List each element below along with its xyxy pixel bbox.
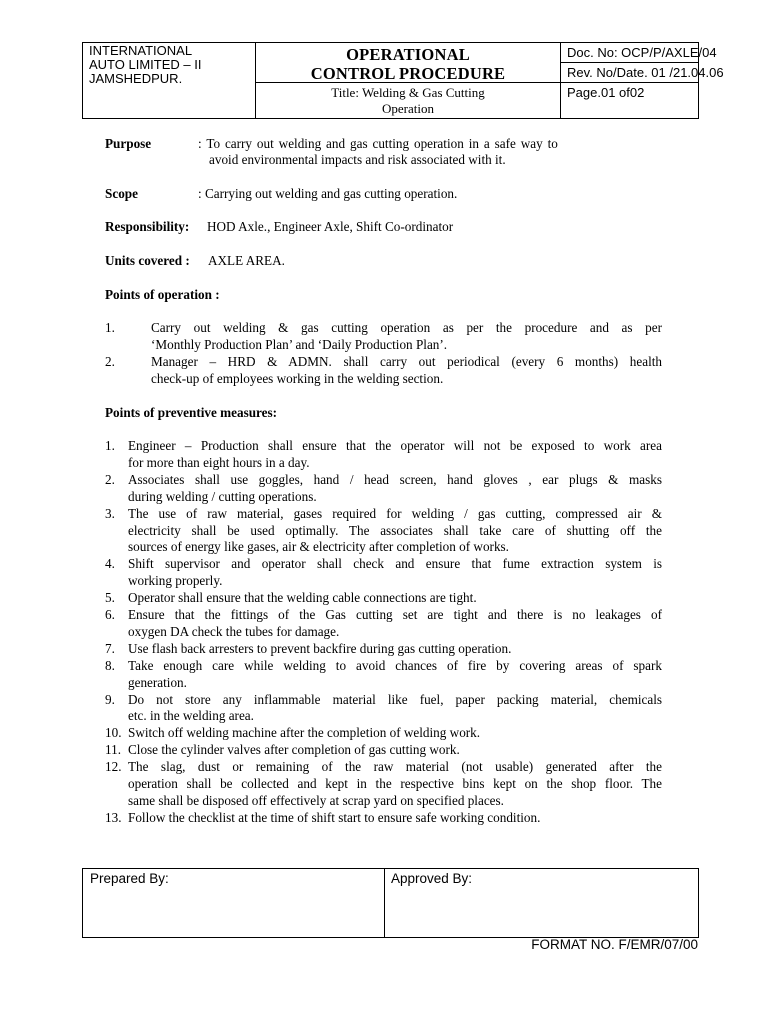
list-item-number: 3. [105, 505, 115, 521]
list-item-line: Operator shall ensure that the welding cable connections are tight. [128, 590, 477, 606]
list-item-line: operation shall be collected and kept in the respective bins kept on the shop floor. The [128, 776, 662, 791]
preventive-measures-heading: Points of preventive measures: [105, 405, 278, 420]
list-item-number: 7. [105, 640, 115, 656]
list-item-line: sources of energy like gases, air & electricity after completion of works. [128, 539, 509, 555]
prepared-by-cell: Prepared By: [83, 869, 385, 937]
list-item-number: 11. [105, 742, 121, 758]
list-item-line: Use flash back arresters to prevent backfire during gas cutting operation. [128, 640, 512, 656]
list-item-number: 5. [105, 590, 115, 606]
list-item-line: Close the cylinder valves after completion of gas cutting work. [128, 742, 460, 758]
list-item-line: Manager – HRD & ADMN. shall carry out periodical (every 6 months) health [151, 354, 662, 369]
list-item-number: 4. [105, 556, 115, 572]
format-number: FORMAT NO. F/EMR/07/00 [531, 937, 698, 952]
header-table [82, 42, 724, 119]
list-item-line: Ensure that the fittings of the Gas cutting set are tight and there is no leakages of [128, 607, 662, 622]
list-item-number: 8. [105, 657, 115, 673]
title-block [256, 43, 560, 118]
document-heading [256, 43, 560, 83]
points-of-operation-heading: Points of operation : [105, 287, 220, 302]
units-label: Units covered : [105, 253, 190, 268]
list-item-line: for more than eight hours in a day. [128, 454, 310, 470]
list-item-number: 6. [105, 607, 115, 622]
title-line: Title: Welding & Gas Cutting [331, 85, 485, 100]
company-line: AUTO LIMITED – II [89, 57, 202, 72]
list-item-number: 12. [105, 759, 122, 775]
list-item-number: 10. [105, 725, 122, 741]
list-item-line: etc. in the welding area. [128, 708, 254, 724]
purpose-text-line: avoid environmental impacts and risk associated with it. [209, 152, 506, 167]
list-item-line: Carry out welding & gas cutting operation as per the procedure and as per [151, 320, 662, 335]
list-item-line: generation. [128, 674, 187, 690]
list-item-number: 9. [105, 691, 115, 707]
doc-info-block [560, 43, 724, 118]
list-item-line: working properly. [128, 573, 223, 589]
signature-table [82, 868, 699, 938]
document-title [256, 83, 560, 118]
list-item-line: The use of raw material, gases required for welding / gas cutting, compressed air & [128, 505, 662, 521]
list-item-line: Engineer – Production shall ensure that the operator will not be exposed to work area [128, 438, 662, 453]
purpose-label: Purpose [105, 136, 152, 151]
list-item-number: 13. [105, 809, 122, 825]
responsibility-label: Responsibility: [105, 219, 190, 234]
list-item-line: ‘Monthly Production Plan’ and ‘Daily Production Plan’. [151, 337, 448, 352]
list-item-line: Shift supervisor and operator shall check and ensure that fume extraction system is [128, 556, 662, 572]
list-item-number: 2. [105, 471, 115, 487]
doc-number: Doc. No: OCP/P/AXLE/04 [561, 43, 698, 63]
list-item-line: Take enough care while welding to avoid chances of fire by covering areas of spark [128, 657, 662, 673]
list-item-line: oxygen DA check the tubes for damage. [128, 623, 340, 639]
heading-line: CONTROL PROCEDURE [310, 64, 506, 83]
company-line: INTERNATIONAL [89, 43, 193, 58]
list-item-line: same shall be disposed off effectively at scrap yard on specified places. [128, 792, 504, 808]
list-item-line: Switch off welding machine after the completion of welding work. [128, 725, 481, 741]
page-number: Page.01 of02 [567, 85, 645, 100]
responsibility-text: HOD Axle., Engineer Axle, Shift Co-ordinator [207, 219, 454, 234]
approved-by-cell: Approved By: [391, 871, 473, 886]
title-line: Operation [382, 101, 434, 116]
list-item-line: Do not store any inflammable material like fuel, paper packing material, chemicals [128, 691, 662, 707]
list-item-number: 1. [105, 320, 115, 335]
list-item-line: check-up of employees working in the welding section. [151, 371, 444, 386]
heading-line: OPERATIONAL [346, 45, 470, 64]
purpose-text-line: : To carry out welding and gas cutting operation in a safe way to [198, 136, 558, 151]
scope-text: : Carrying out welding and gas cutting operation. [198, 186, 458, 201]
scope-label: Scope [105, 186, 138, 201]
company-block [83, 43, 256, 118]
list-item-number: 1. [105, 438, 115, 453]
revision-number: Rev. No/Date. 01 /21.04.06 [561, 63, 698, 83]
list-item-line: The slag, dust or remaining of the raw material (not usable) generated after the [128, 759, 662, 775]
list-item-line: electricity shall be used optimally. The associates shall take care of shutting off the [128, 522, 662, 538]
list-item-line: Follow the checklist at the time of shift start to ensure safe working condition. [128, 809, 541, 825]
list-item-line: during welding / cutting operations. [128, 488, 317, 504]
list-item-number: 2. [105, 354, 115, 369]
units-text: AXLE AREA. [208, 253, 285, 268]
list-item-line: Associates shall use goggles, hand / head screen, hand gloves , ear plugs & masks [128, 471, 662, 487]
company-line: JAMSHEDPUR. [89, 71, 183, 86]
